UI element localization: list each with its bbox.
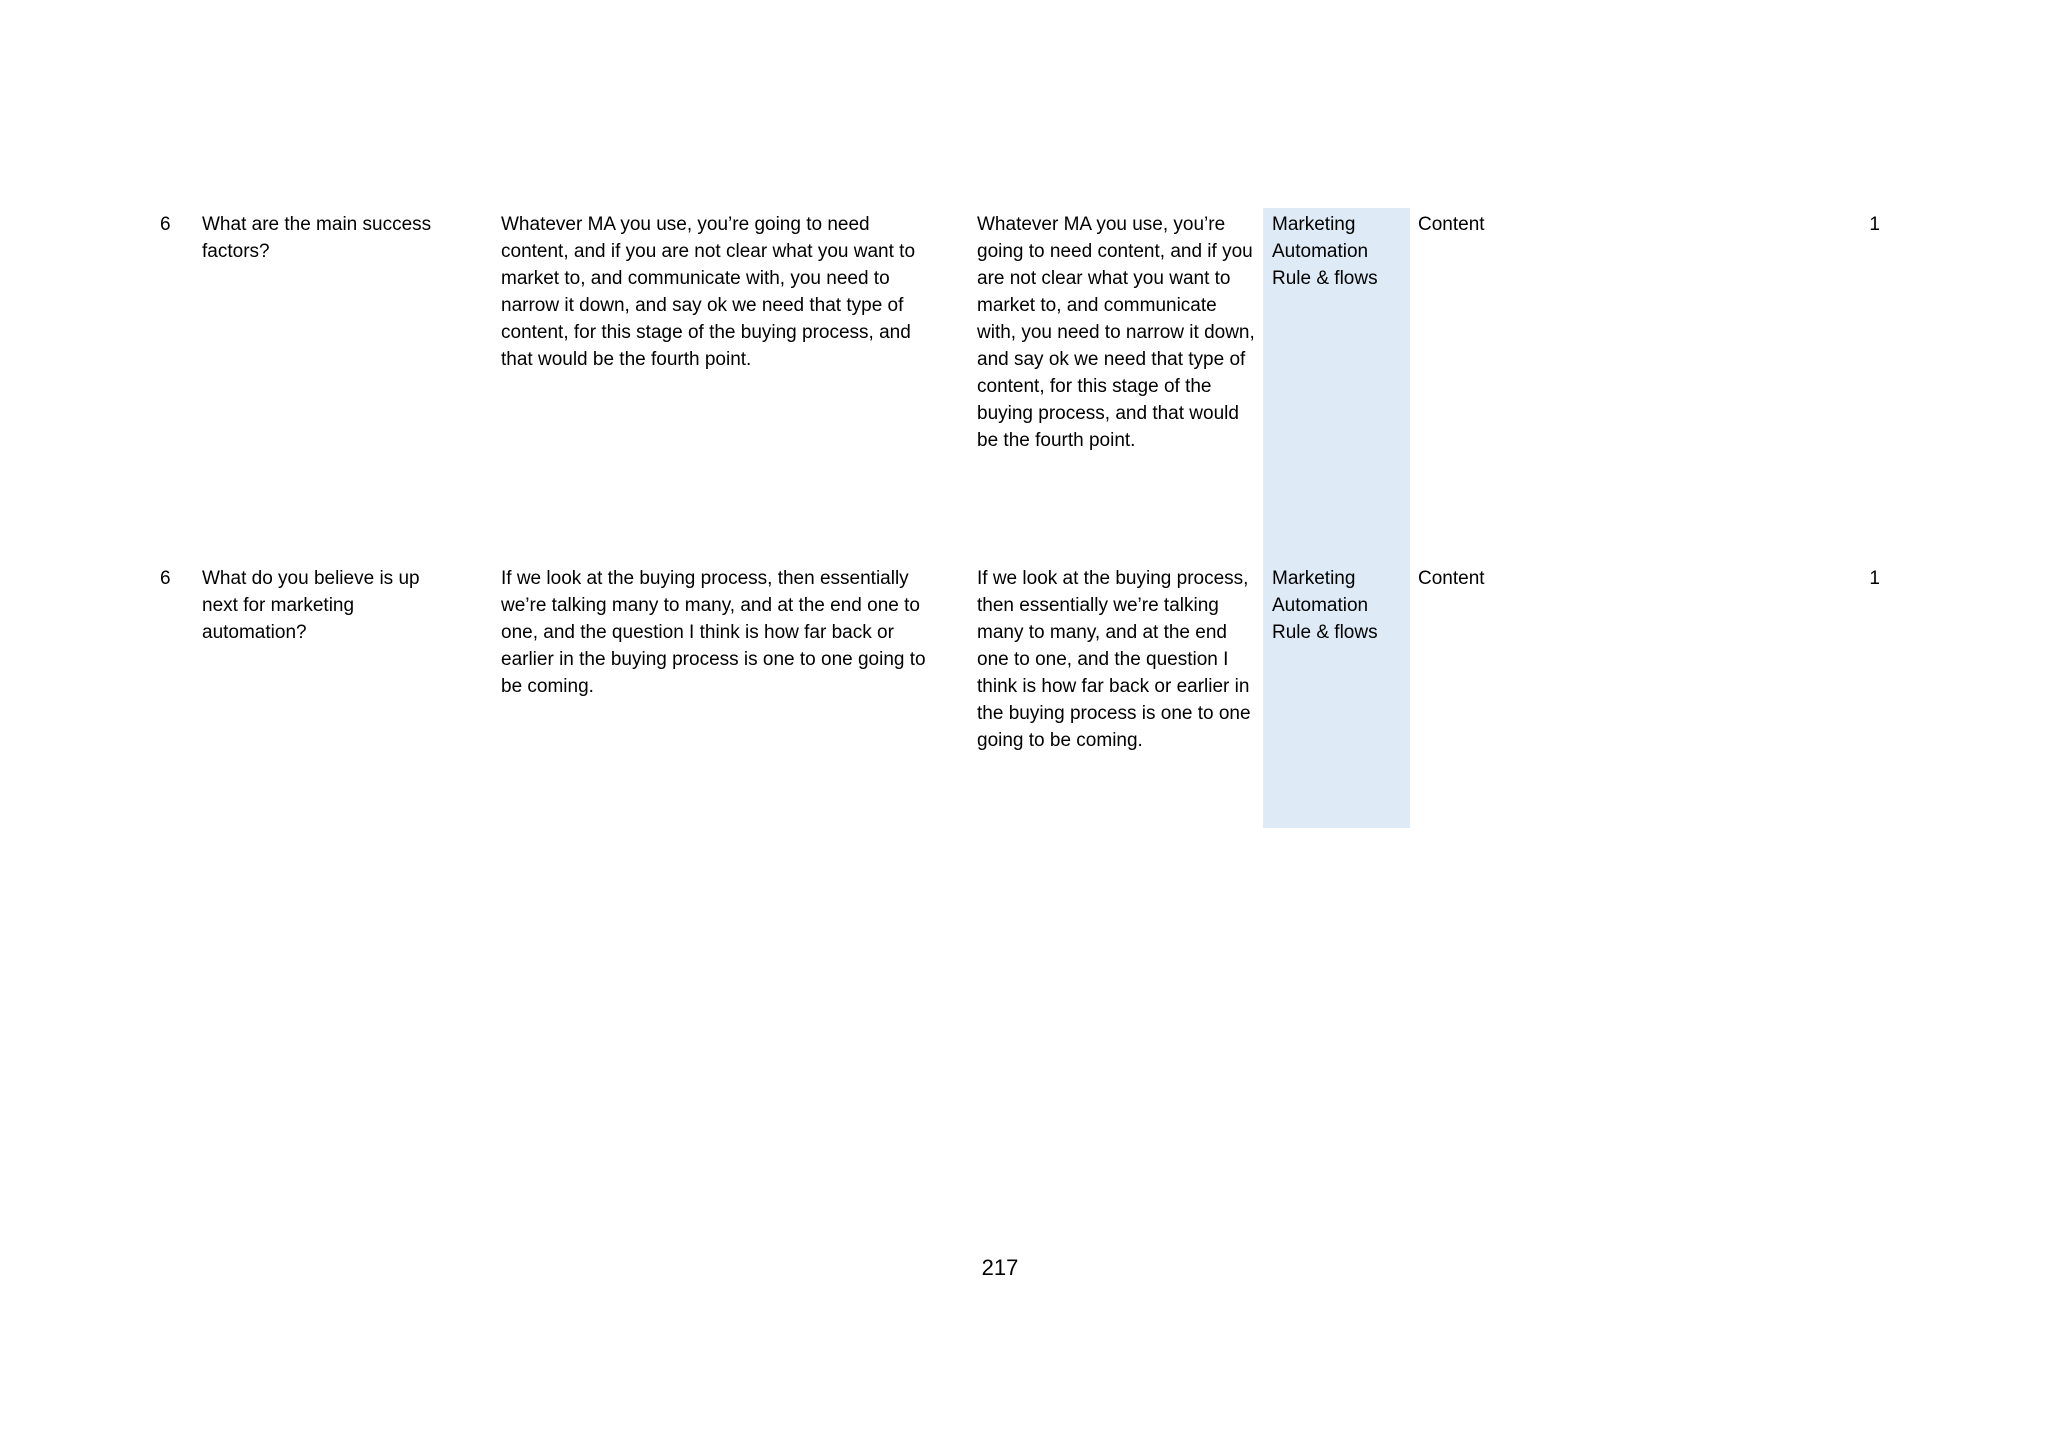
answer-full-text: If we look at the buying process, then essentially we’re talking many to many, and at the end one to one, and the question I think is how far back or earlier in the buying process is one to one going to be coming. — [501, 568, 926, 697]
row-number: 6 — [160, 214, 171, 235]
subcategory-label: Content — [1418, 214, 1485, 235]
row-number: 6 — [160, 568, 171, 589]
category-label: Marketing Automation Rule & flows — [1272, 568, 1378, 643]
count-value: 1 — [1869, 568, 1880, 589]
answer-coded-text: If we look at the buying process, then essentially we’re talking many to many, and at the end one to one, and the question I think is how far back or earlier in the buying process is one to one going to be coming. — [977, 568, 1251, 751]
category-label: Marketing Automation Rule & flows — [1272, 214, 1378, 289]
count-value: 1 — [1869, 214, 1880, 235]
category-column-shading — [1263, 208, 1410, 828]
subcategory-label: Content — [1418, 568, 1485, 589]
page-number: 217 — [981, 1255, 1019, 1280]
answer-coded-text: Whatever MA you use, you’re going to need content, and if you are not clear what you want to market to, and communicate with, you need to narrow it down, and say ok we need that type of content, for this stage of the buying process, and that would be the fourth point. — [977, 214, 1255, 451]
question-text: What do you believe is up next for marketing automation? — [202, 568, 420, 643]
question-text: What are the main success factors? — [202, 214, 432, 262]
answer-full-text: Whatever MA you use, you’re going to need content, and if you are not clear what you want to market to, and communicate with, you need to narrow it down, and say ok we need that type of content, for this stage of the buying process, and that would be the fourth point. — [501, 214, 916, 370]
